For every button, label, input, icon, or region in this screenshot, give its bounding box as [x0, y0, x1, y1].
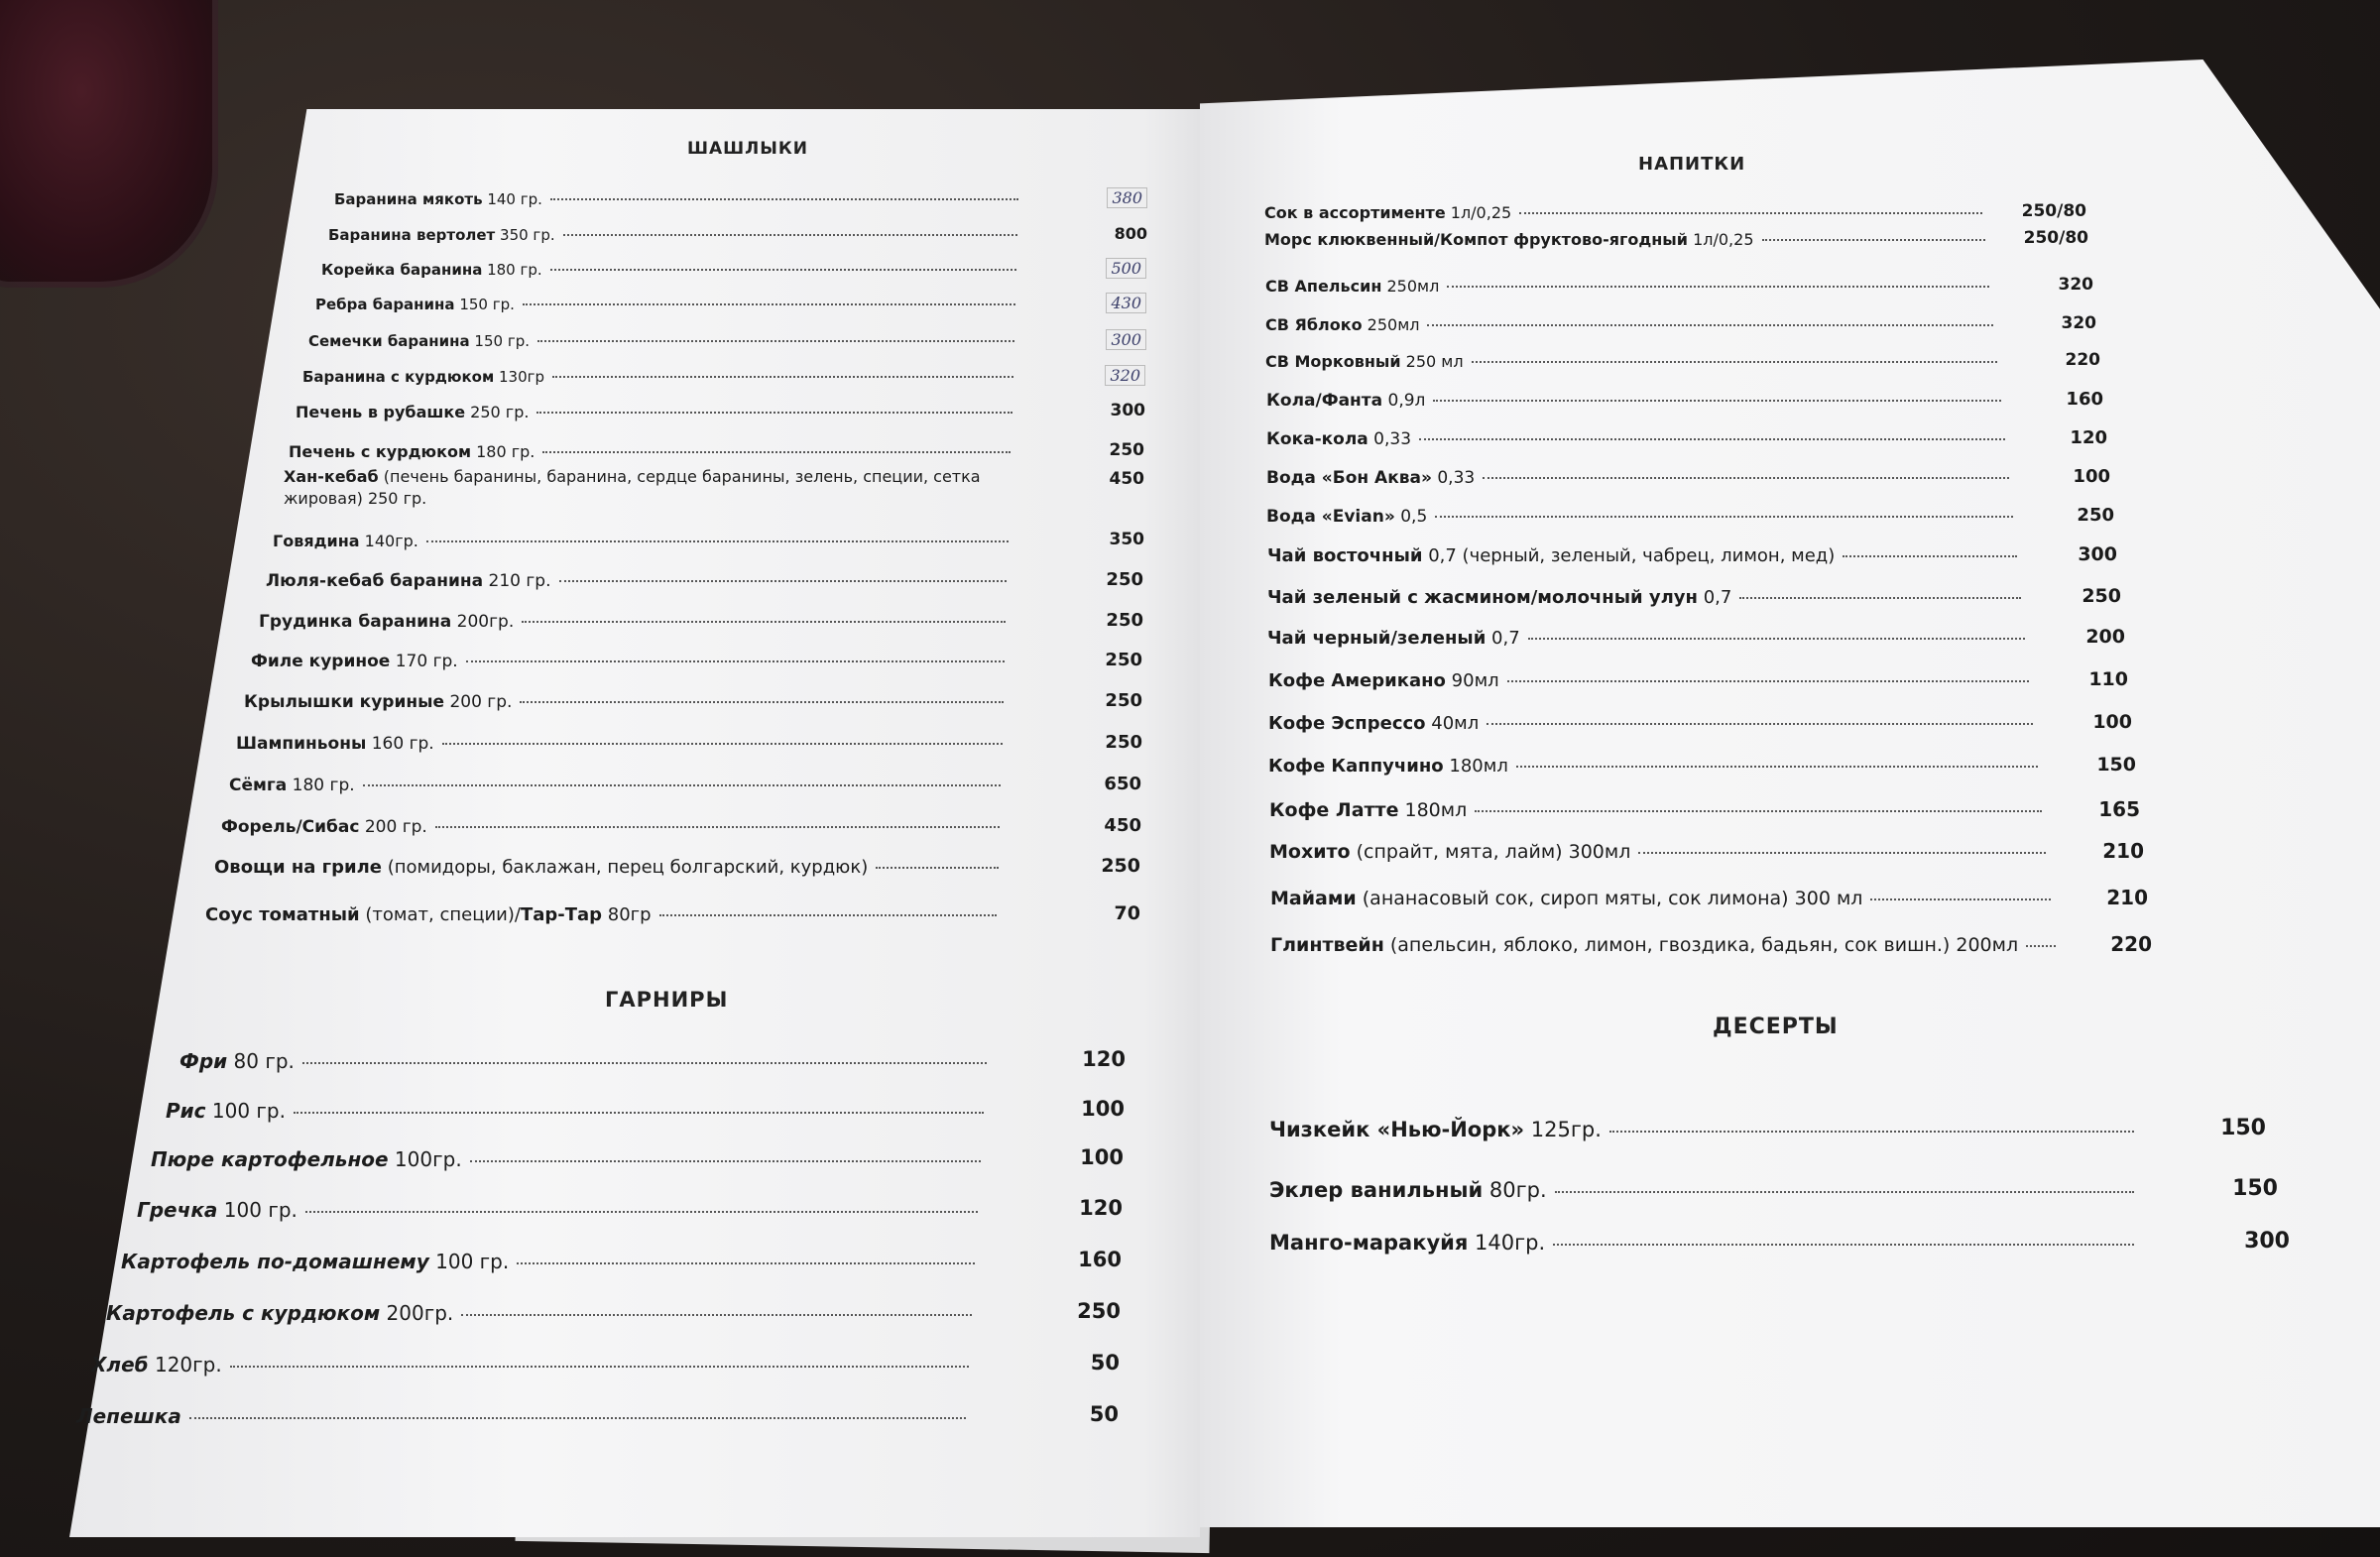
- menu-item-name: [1268, 756, 1508, 777]
- item-title: Шампиньоны: [236, 734, 367, 754]
- item-price: 320: [2058, 275, 2093, 295]
- leader-dots: [1447, 286, 1989, 288]
- item-weight: 0,33: [1368, 429, 1412, 449]
- item-weight: 0,7 (черный, зеленый, чабрец, лимон, мед): [1422, 545, 1836, 566]
- menu-item: [296, 403, 1020, 421]
- item-title: Люля-кебаб баранина: [266, 571, 484, 591]
- leader-dots: [1487, 723, 2033, 725]
- menu-item: [76, 1404, 974, 1428]
- item-weight: 200гр.: [451, 612, 515, 632]
- item-title: Говядина: [273, 532, 360, 550]
- menu-item-name: [1265, 277, 1439, 296]
- item-price: 250/80: [2023, 228, 2088, 248]
- section-title-napitki: НАПИТКИ: [1638, 154, 1746, 175]
- menu-item-name: [244, 692, 512, 712]
- leader-dots: [302, 1062, 987, 1064]
- leader-dots: [517, 1262, 975, 1264]
- menu-item: [1266, 391, 2009, 411]
- menu-item-name: [296, 403, 529, 421]
- item-price: 250: [2082, 585, 2121, 607]
- menu-item: [1268, 756, 2046, 777]
- item-weight: (апельсин, яблоко, лимон, гвоздика, бадьян, сок вишн.) 200мл: [1383, 934, 2019, 956]
- item-weight: (томат, специи)/: [359, 904, 521, 925]
- item-weight: 200 гр.: [444, 692, 513, 712]
- leader-dots: [1516, 766, 2038, 768]
- leader-dots: [305, 1211, 978, 1213]
- item-title: Форель/Сибас: [221, 817, 360, 837]
- item-price: 100: [1081, 1097, 1125, 1121]
- item-weight: 0,33: [1431, 468, 1476, 488]
- item-price: 500: [1067, 259, 1146, 278]
- item-price: 210: [2102, 839, 2144, 863]
- item-weight: 140гр.: [359, 532, 418, 550]
- item-title: Хлеб: [91, 1353, 149, 1377]
- menu-item: [229, 776, 1009, 795]
- item-weight: 1л/0,25: [1687, 230, 1754, 249]
- item-weight: 180мл: [1398, 799, 1468, 821]
- item-weight: 210 гр.: [483, 571, 551, 591]
- item-title: Вода «Evian»: [1266, 507, 1395, 527]
- leader-dots: [1433, 400, 2001, 402]
- leader-dots: [466, 660, 1005, 662]
- item-weight: 180 гр.: [482, 261, 542, 279]
- leader-dots: [470, 1160, 981, 1162]
- item-price: 320: [1066, 366, 1145, 385]
- menu-item-name: [1268, 713, 1479, 734]
- item-weight: 150 гр.: [454, 296, 515, 313]
- item-weight: 250 гр.: [465, 403, 530, 421]
- leader-dots: [550, 269, 1016, 271]
- item-price: 450: [1109, 469, 1144, 489]
- item-title: Кофе Каппучино: [1268, 756, 1444, 777]
- item-title: Сок в ассортименте: [1264, 203, 1446, 222]
- item-price: 210: [2106, 886, 2148, 909]
- menu-item: [1264, 203, 1990, 222]
- leader-dots: [1553, 1244, 2134, 1246]
- menu-item: [151, 1147, 989, 1171]
- leader-dots: [294, 1112, 984, 1114]
- menu-item: [1270, 888, 2059, 909]
- menu-item-name: [334, 190, 542, 208]
- menu-item-name: [328, 226, 555, 244]
- item-weight: 100гр.: [388, 1147, 462, 1171]
- menu-item-name: [236, 734, 434, 754]
- menu-item-name: [259, 612, 514, 632]
- item-title: Кофе Эспрессо: [1268, 713, 1426, 734]
- menu-item: [334, 190, 1026, 208]
- menu-item: [1267, 587, 2029, 608]
- item-weight: (спрайт, мята, лайм) 300мл: [1350, 841, 1631, 863]
- menu-item: [91, 1353, 977, 1377]
- item-price: 250: [1105, 650, 1142, 670]
- item-price: 220: [2110, 932, 2152, 956]
- item-weight: 180 гр.: [471, 442, 536, 461]
- section-title-deserty: ДЕСЕРТЫ: [1713, 1015, 1839, 1039]
- item-title: Баранина мякоть: [334, 190, 483, 208]
- menu-item-name: [1267, 628, 1520, 649]
- menu-item: [1266, 507, 2021, 527]
- item-weight: (ананасовый сок, сироп мяты, сок лимона) 300 мл: [1356, 888, 1863, 909]
- item-price: 150: [2232, 1176, 2278, 1201]
- leader-dots: [1555, 1191, 2134, 1193]
- leader-dots: [1739, 597, 2021, 599]
- leader-dots: [426, 540, 1009, 542]
- menu-item: [1269, 799, 2050, 821]
- leader-dots: [2026, 945, 2056, 947]
- item-weight: 140гр.: [1468, 1231, 1546, 1255]
- item-price: 300: [1110, 401, 1145, 420]
- item-weight: 250мл: [1381, 277, 1440, 296]
- menu-item: [1264, 230, 1993, 249]
- menu-item: [205, 904, 1005, 925]
- leader-dots: [189, 1417, 966, 1419]
- menu-item-name: [302, 368, 544, 386]
- item-price: 50: [1090, 1351, 1120, 1375]
- leader-dots: [1475, 810, 2042, 812]
- menu-item: [1268, 713, 2041, 734]
- item-title: Чай зеленый с жасмином/молочный улун: [1267, 587, 1698, 608]
- menu-item: [236, 734, 1011, 754]
- menu-item: [1267, 545, 2025, 566]
- menu-item: [214, 857, 1007, 878]
- menu-item: [137, 1198, 986, 1222]
- menu-item-name: [179, 1049, 295, 1073]
- item-price: 150: [2096, 754, 2136, 776]
- menu-item-name: [1264, 203, 1511, 222]
- item-weight: 1л/0,25: [1445, 203, 1512, 222]
- leader-dots: [1843, 555, 2017, 557]
- item-price: 100: [1080, 1145, 1124, 1169]
- item-title: Кока-кола: [1266, 429, 1368, 449]
- item-weight: 180мл: [1443, 756, 1508, 777]
- menu-item: [321, 261, 1024, 279]
- menu-item-name: [91, 1353, 222, 1377]
- menu-item: [1265, 352, 2005, 371]
- item-price: 160: [1078, 1248, 1122, 1271]
- menu-item: [106, 1301, 980, 1325]
- menu-item-name: [289, 442, 535, 461]
- item-title: Вода «Бон Аква»: [1266, 468, 1432, 488]
- item-title: Баранина вертолет: [328, 226, 496, 244]
- menu-item-name: [166, 1099, 286, 1123]
- menu-item: [259, 612, 1013, 632]
- item-title: Ребра баранина: [315, 296, 455, 313]
- item-price: 250: [1105, 732, 1142, 753]
- leader-dots: [876, 867, 999, 869]
- leader-dots: [461, 1314, 972, 1316]
- menu-item-name: [137, 1198, 298, 1222]
- item-weight: 80 гр.: [227, 1049, 295, 1073]
- menu-item-name: [1264, 230, 1754, 249]
- leader-dots: [1870, 898, 2051, 900]
- item-weight: (помидоры, баклажан, перец болгарский, курдюк): [381, 857, 869, 878]
- item-price: 430: [1067, 294, 1146, 312]
- item-title: Чизкейк «Нью-Йорк»: [1269, 1118, 1525, 1141]
- item-price: 250: [1105, 690, 1142, 711]
- item-price: 250: [1106, 569, 1143, 590]
- leader-dots: [552, 376, 1013, 378]
- item-weight: 140 гр.: [482, 190, 542, 208]
- menu-item-name: [1270, 934, 2018, 956]
- item-title: Сёмга: [229, 776, 288, 795]
- leader-dots: [659, 914, 997, 916]
- item-title: СВ Апельсин: [1265, 277, 1382, 296]
- menu-item-name: [229, 776, 355, 795]
- menu-item: [302, 368, 1021, 386]
- item-title: Майами: [1270, 888, 1357, 909]
- item-weight: 100 гр.: [205, 1099, 286, 1123]
- menu-item-name: [1266, 429, 1411, 449]
- leader-dots: [363, 784, 1001, 786]
- leader-dots: [1519, 212, 1982, 214]
- menu-item: [1270, 934, 2064, 956]
- menu-item: [251, 652, 1012, 671]
- item-title: СВ Яблоко: [1265, 315, 1363, 334]
- item-title: Филе куриное: [251, 652, 391, 671]
- item-title: Печень в рубашке: [296, 403, 466, 421]
- item-weight: 180 гр.: [287, 776, 355, 795]
- leader-dots: [1638, 852, 2046, 854]
- item-price: 380: [1068, 188, 1147, 207]
- item-price: 150: [2220, 1116, 2266, 1140]
- item-weight: 250 мл: [1400, 352, 1464, 371]
- menu-item: [266, 571, 1014, 591]
- menu-item-name: [205, 904, 652, 925]
- item-price: 50: [1089, 1402, 1119, 1426]
- leader-dots: [536, 412, 1012, 414]
- menu-item-name: [1268, 670, 1499, 691]
- item-title: Картофель по-домашнему: [121, 1250, 429, 1273]
- menu-item-name: [321, 261, 542, 279]
- item-title: Кофе Американо: [1268, 670, 1446, 691]
- menu-item: [1265, 315, 2001, 334]
- item-price: 200: [2085, 626, 2125, 648]
- menu-item-name: [1266, 391, 1425, 411]
- item-price: 70: [1114, 902, 1140, 924]
- item-title: Печень с курдюком: [289, 442, 472, 461]
- item-weight: 90мл: [1445, 670, 1499, 691]
- item-price: 100: [2073, 466, 2110, 487]
- item-price: 800: [1114, 224, 1147, 243]
- menu-item: [1266, 429, 2013, 449]
- leader-dots: [542, 451, 1011, 453]
- item-weight: 250мл: [1362, 315, 1420, 334]
- menu-item: [244, 692, 1012, 712]
- item-title: Рис: [166, 1099, 206, 1123]
- menu-item-name: [214, 857, 868, 878]
- item-price: 120: [2070, 427, 2107, 448]
- item-title: Корейка баранина: [321, 261, 483, 279]
- leader-dots: [1419, 438, 2005, 440]
- menu-item-name: [1267, 545, 1835, 566]
- item-weight: 40мл: [1425, 713, 1480, 734]
- item-title: Соус томатный: [205, 904, 360, 925]
- leader-dots: [442, 743, 1003, 745]
- menu-item-name: [1266, 507, 1427, 527]
- menu-item: [328, 226, 1025, 244]
- item-title: Крылышки куриные: [244, 692, 445, 712]
- item-title-2: Тар-Тар: [520, 904, 603, 925]
- leader-dots: [1762, 239, 1986, 241]
- item-price: 100: [2092, 711, 2132, 733]
- menu-item-name: [151, 1147, 462, 1171]
- section-title-garniry: ГАРНИРЫ: [605, 988, 729, 1012]
- section-title-shashlyki: ШАШЛЫКИ: [687, 139, 809, 159]
- menu-item: [1269, 841, 2054, 863]
- item-weight: 100 гр.: [217, 1198, 298, 1222]
- item-price: 250: [1101, 855, 1140, 877]
- item-title: Кола/Фанта: [1266, 391, 1383, 411]
- item-title: Манго-маракуйя: [1269, 1231, 1469, 1255]
- item-price: 250: [2077, 505, 2114, 526]
- menu-item-name: [251, 652, 458, 671]
- item-title: Морс клюквенный/Компот фруктово-ягодный: [1264, 230, 1688, 249]
- menu-item-name: [1269, 841, 1630, 863]
- item-weight: 200гр.: [380, 1301, 454, 1325]
- item-weight: 0,7: [1486, 628, 1520, 649]
- item-price: 220: [2065, 350, 2100, 370]
- menu-item-name: [266, 571, 551, 591]
- menu-item: [289, 442, 1018, 461]
- menu-item: [179, 1049, 995, 1073]
- menu-item: [308, 332, 1022, 350]
- leader-dots: [1483, 477, 2009, 479]
- menu-item-name: [1265, 315, 1419, 334]
- item-weight: 0,9л: [1382, 391, 1426, 411]
- leader-dots: [559, 580, 1007, 582]
- menu-item: [1268, 670, 2037, 691]
- item-price: 250: [1106, 610, 1143, 631]
- item-weight: 0,7: [1697, 587, 1732, 608]
- item-weight-2: 80гр: [602, 904, 652, 925]
- item-price: 320: [2061, 313, 2096, 333]
- leader-dots: [1507, 680, 2029, 682]
- item-price: 250/80: [2021, 201, 2086, 221]
- item-title: Овощи на гриле: [214, 857, 382, 878]
- menu-item: [121, 1250, 983, 1273]
- item-title: Эклер ванильный: [1269, 1178, 1484, 1202]
- menu-item-name: [1267, 587, 1731, 608]
- item-title: Хан-кебаб: [284, 467, 379, 486]
- item-weight: 160 гр.: [366, 734, 434, 754]
- leader-dots: [537, 340, 1014, 342]
- item-weight: 350 гр.: [495, 226, 555, 244]
- item-weight: 120гр.: [148, 1353, 222, 1377]
- item-title: Гречка: [137, 1198, 218, 1222]
- item-weight: 200 гр.: [359, 817, 427, 837]
- item-title: Картофель с курдюком: [106, 1301, 381, 1325]
- item-title: СВ Морковный: [1265, 352, 1401, 371]
- leader-dots: [435, 826, 1000, 828]
- leader-dots: [1472, 361, 1997, 363]
- item-price: 350: [1109, 530, 1144, 549]
- menu-item: [1267, 628, 2033, 649]
- item-weight: 125гр.: [1524, 1118, 1602, 1141]
- item-title: Баранина с курдюком: [302, 368, 495, 386]
- menu-item-name: [1269, 1178, 1547, 1202]
- leader-dots: [1427, 324, 1993, 326]
- leader-dots: [563, 234, 1017, 236]
- item-price: 110: [2088, 668, 2128, 690]
- menu-item: [315, 296, 1023, 313]
- item-price: 300: [1067, 330, 1146, 349]
- menu-item-name: [106, 1301, 453, 1325]
- item-title: Глинтвейн: [1270, 934, 1384, 956]
- leader-dots: [523, 303, 1015, 305]
- menu-item: [273, 532, 1016, 550]
- item-weight: 0,5: [1394, 507, 1428, 527]
- item-title: Чай черный/зеленый: [1267, 628, 1487, 649]
- item-title: Чай восточный: [1267, 545, 1423, 566]
- menu-item-name: [273, 532, 418, 550]
- item-price: 250: [1109, 440, 1144, 460]
- menu-item: [1265, 277, 1997, 296]
- menu-item-name: [1266, 468, 1475, 488]
- leader-dots: [230, 1366, 969, 1368]
- leader-dots: [1435, 516, 2013, 518]
- menu-item: [284, 466, 1022, 511]
- item-title: Фри: [179, 1049, 228, 1073]
- menu-item: [221, 817, 1008, 837]
- item-price: 300: [2244, 1229, 2290, 1254]
- menu-item-name: [121, 1250, 509, 1273]
- menu-item-name: [284, 466, 1022, 511]
- item-price: 120: [1079, 1196, 1123, 1220]
- menu-item: [1269, 1118, 2142, 1141]
- leader-dots: [520, 701, 1004, 703]
- menu-item-name: [315, 296, 515, 313]
- item-title: Мохито: [1269, 841, 1351, 863]
- menu-item: [1269, 1178, 2142, 1202]
- menu-item: [1269, 1231, 2142, 1255]
- item-weight: 130гр: [494, 368, 545, 386]
- leader-dots: [550, 198, 1018, 200]
- item-price: 650: [1104, 774, 1141, 794]
- item-title: Лепешка: [76, 1404, 181, 1428]
- menu-item-name: [221, 817, 427, 837]
- leader-dots: [1528, 638, 2025, 640]
- menu-item: [1266, 468, 2017, 488]
- item-title: Кофе Латте: [1269, 799, 1399, 821]
- item-price: 165: [2098, 797, 2140, 821]
- item-weight: 100 гр.: [428, 1250, 510, 1273]
- item-title: Грудинка баранина: [259, 612, 452, 632]
- menu-item-name: [1269, 799, 1467, 821]
- menu-item-name: [1269, 1231, 1545, 1255]
- menu-item-name: [1265, 352, 1464, 371]
- item-weight: 80гр.: [1483, 1178, 1547, 1202]
- item-weight: 150 гр.: [469, 332, 530, 350]
- item-price: 120: [1082, 1047, 1126, 1071]
- item-price: 450: [1104, 815, 1141, 836]
- item-title: Семечки баранина: [308, 332, 470, 350]
- menu-item-name: [76, 1404, 181, 1428]
- leader-dots: [1609, 1131, 2134, 1133]
- item-price: 160: [2066, 389, 2103, 410]
- leader-dots: [522, 621, 1006, 623]
- menu-item-name: [1269, 1118, 1602, 1141]
- item-title: Пюре картофельное: [151, 1147, 389, 1171]
- menu-item-name: [308, 332, 530, 350]
- item-price: 250: [1077, 1299, 1121, 1323]
- item-price: 300: [2078, 543, 2117, 565]
- item-weight: (печень баранины, баранина, сердце баранины, зелень, специи, сетка жировая) 250 гр.: [284, 467, 981, 509]
- menu-item: [166, 1099, 992, 1123]
- menu-item-name: [1270, 888, 1862, 909]
- item-weight: 170 гр.: [390, 652, 458, 671]
